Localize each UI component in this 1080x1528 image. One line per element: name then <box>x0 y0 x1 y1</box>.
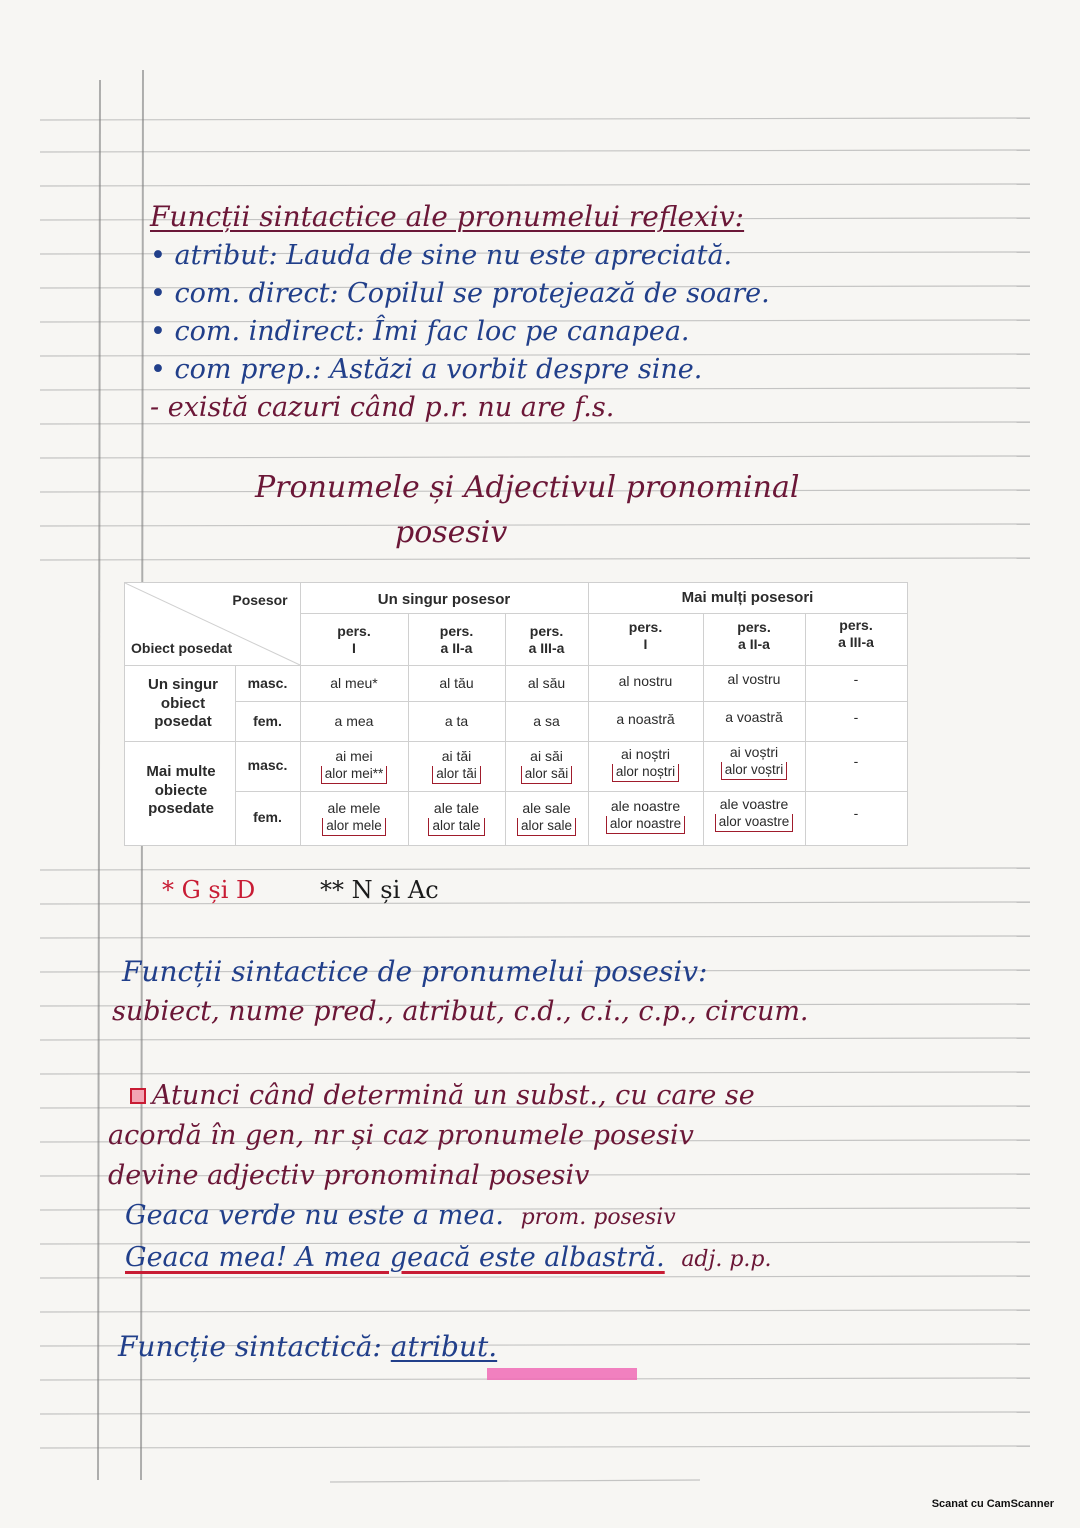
cell-form: ai voștri <box>729 744 779 761</box>
rule-line-1 <box>130 1080 755 1111</box>
bullet-square-icon <box>130 1088 146 1104</box>
cell-r1-c5: - <box>853 709 859 726</box>
person-header-line: a II-a <box>738 636 770 652</box>
cell-r2-c1 <box>408 743 505 789</box>
corner-obiect-posedat: Obiect posedat <box>131 640 233 657</box>
cell-boxed-form: alor tăi <box>432 766 481 784</box>
example-2-sentence: Geaca mea! A mea geacă este albastră. <box>125 1242 665 1273</box>
cell-form: ale tale <box>433 800 480 817</box>
gender-fem-single: fem. <box>253 713 282 730</box>
possessive-heading-line2: posesiv <box>395 515 508 550</box>
highlighter-mark <box>487 1368 637 1380</box>
gender-masc-multi: masc. <box>247 757 288 774</box>
cell-r0-c2: al său <box>527 675 566 692</box>
rule-line-3: devine adjectiv pronominal posesiv <box>108 1160 590 1191</box>
note-n-si-ac: ** N și Ac <box>320 876 439 904</box>
gender-fem-multi: fem. <box>253 809 282 826</box>
cell-r3-c0 <box>300 795 408 841</box>
cell-r3-c2 <box>505 795 588 841</box>
reflexive-note: - există cazuri când p.r. nu are f.s. <box>150 392 615 423</box>
cell-boxed-form: alor mei** <box>321 766 388 784</box>
cell-r0-c5: - <box>853 671 859 688</box>
person-header-pl-1 <box>588 613 703 659</box>
reflexive-item-atribut: • atribut: Lauda de sine nu este apreciată. <box>150 240 733 271</box>
cell-r0-c1: al tău <box>439 675 474 692</box>
person-header-sg-1 <box>300 617 408 663</box>
rule-line-2: acordă în gen, nr și caz pronumele posesiv <box>108 1120 694 1151</box>
cell-r1-c4: a voastră <box>725 709 783 726</box>
gender-masc-single: masc. <box>247 675 288 692</box>
cell-form: ale voastre <box>719 796 789 813</box>
cell-boxed-form: alor tale <box>428 818 484 836</box>
cell-boxed-form: alor săi <box>521 766 573 784</box>
example-2-tag: adj. p.p. <box>681 1247 772 1272</box>
cell-r0-c4: al vostru <box>727 671 781 688</box>
cell-r2-c4 <box>703 739 805 785</box>
reflexive-item-indirect: • com. indirect: Îmi fac loc pe canapea. <box>150 316 690 347</box>
header-mai-multi-posesori: Mai mulți posesori <box>681 588 814 606</box>
person-header-line: a III-a <box>838 634 874 650</box>
person-header-line: pers. <box>737 618 771 635</box>
cell-form: ai săi <box>530 748 563 765</box>
possessive-functions-list: subiect, nume pred., atribut, c.d., c.i., c.p., circum. <box>112 996 809 1027</box>
cell-boxed-form: alor noștri <box>612 764 679 782</box>
rule-text-1: Atunci când determină un subst., cu care se <box>152 1080 755 1111</box>
header-un-singur-posesor: Un singur posesor <box>377 590 511 608</box>
person-header-line: pers. <box>337 622 371 639</box>
function-label: Funcție sintactică: <box>118 1330 382 1363</box>
cell-boxed-form: alor voștri <box>721 762 788 780</box>
cell-r2-c3 <box>588 741 703 787</box>
cell-r3-c3 <box>588 793 703 839</box>
function-line <box>118 1330 497 1363</box>
person-header-line: a III-a <box>528 640 565 656</box>
person-header-line: pers. <box>529 622 564 639</box>
cell-r2-c2 <box>505 743 588 789</box>
person-header-pl-3 <box>805 611 907 657</box>
person-header-line: pers. <box>839 616 873 633</box>
note-g-si-d: * G și D <box>162 876 256 904</box>
example-2 <box>125 1242 771 1273</box>
cell-r1-c2: a sa <box>533 713 560 730</box>
example-1-tag: prom. posesiv <box>520 1205 676 1230</box>
example-1-sentence: Geaca verde nu este a mea. <box>125 1200 504 1231</box>
corner-posesor: Posesor <box>232 592 288 609</box>
cell-r3-c1 <box>408 795 505 841</box>
cell-r1-c1: a ta <box>444 713 469 730</box>
reflexive-item-prep: • com prep.: Astăzi a vorbit despre sine. <box>150 354 703 385</box>
cell-r1-c3: a noastră <box>616 711 675 728</box>
cell-form: ale mele <box>327 800 381 817</box>
reflexive-title: Funcții sintactice ale pronumelui reflexiv: <box>150 200 745 233</box>
cell-r2-c5: - <box>853 753 859 770</box>
row-group-mai-multe-obiecte: Mai multe obiecte posedate <box>146 762 216 818</box>
cell-form: ale noastre <box>610 798 681 815</box>
person-header-line: pers. <box>628 618 663 635</box>
cell-r0-c0: al meu* <box>330 675 378 692</box>
cell-form: ai tăi <box>441 748 472 765</box>
cell-form: ale sale <box>522 800 571 817</box>
cell-r3-c5: - <box>853 805 859 822</box>
cell-r1-c0: a mea <box>334 713 374 730</box>
possessive-functions-title: Funcții sintactice de pronumelui posesiv: <box>122 955 708 988</box>
cell-form: ai noștri <box>620 746 671 763</box>
cell-boxed-form: alor voastre <box>715 814 794 832</box>
possessive-heading-line1: Pronumele și Adjectivul pronominal <box>255 470 800 505</box>
example-1 <box>125 1200 676 1231</box>
cell-boxed-form: alor sale <box>517 818 576 836</box>
person-header-sg-3 <box>505 617 588 663</box>
cell-r2-c0 <box>300 743 408 789</box>
person-header-line: a II-a <box>440 640 473 656</box>
cell-boxed-form: alor noastre <box>606 816 685 834</box>
person-header-pl-2 <box>703 613 805 659</box>
possessive-table <box>124 582 908 846</box>
person-header-line: pers. <box>439 622 474 639</box>
cell-boxed-form: alor mele <box>322 818 386 836</box>
person-header-line: I <box>352 640 356 656</box>
cell-r0-c3: al nostru <box>618 673 673 690</box>
cell-r3-c4 <box>703 791 805 837</box>
cell-form: ai mei <box>335 748 373 765</box>
reflexive-item-direct: • com. direct: Copilul se protejează de soare. <box>150 278 770 309</box>
person-header-sg-2 <box>408 617 505 663</box>
scanner-watermark: Scanat cu CamScanner <box>931 1498 1054 1510</box>
person-header-line: I <box>643 636 648 652</box>
row-group-un-singur-obiect: Un singur obiect posedat <box>148 675 218 731</box>
function-value: atribut. <box>390 1330 498 1363</box>
